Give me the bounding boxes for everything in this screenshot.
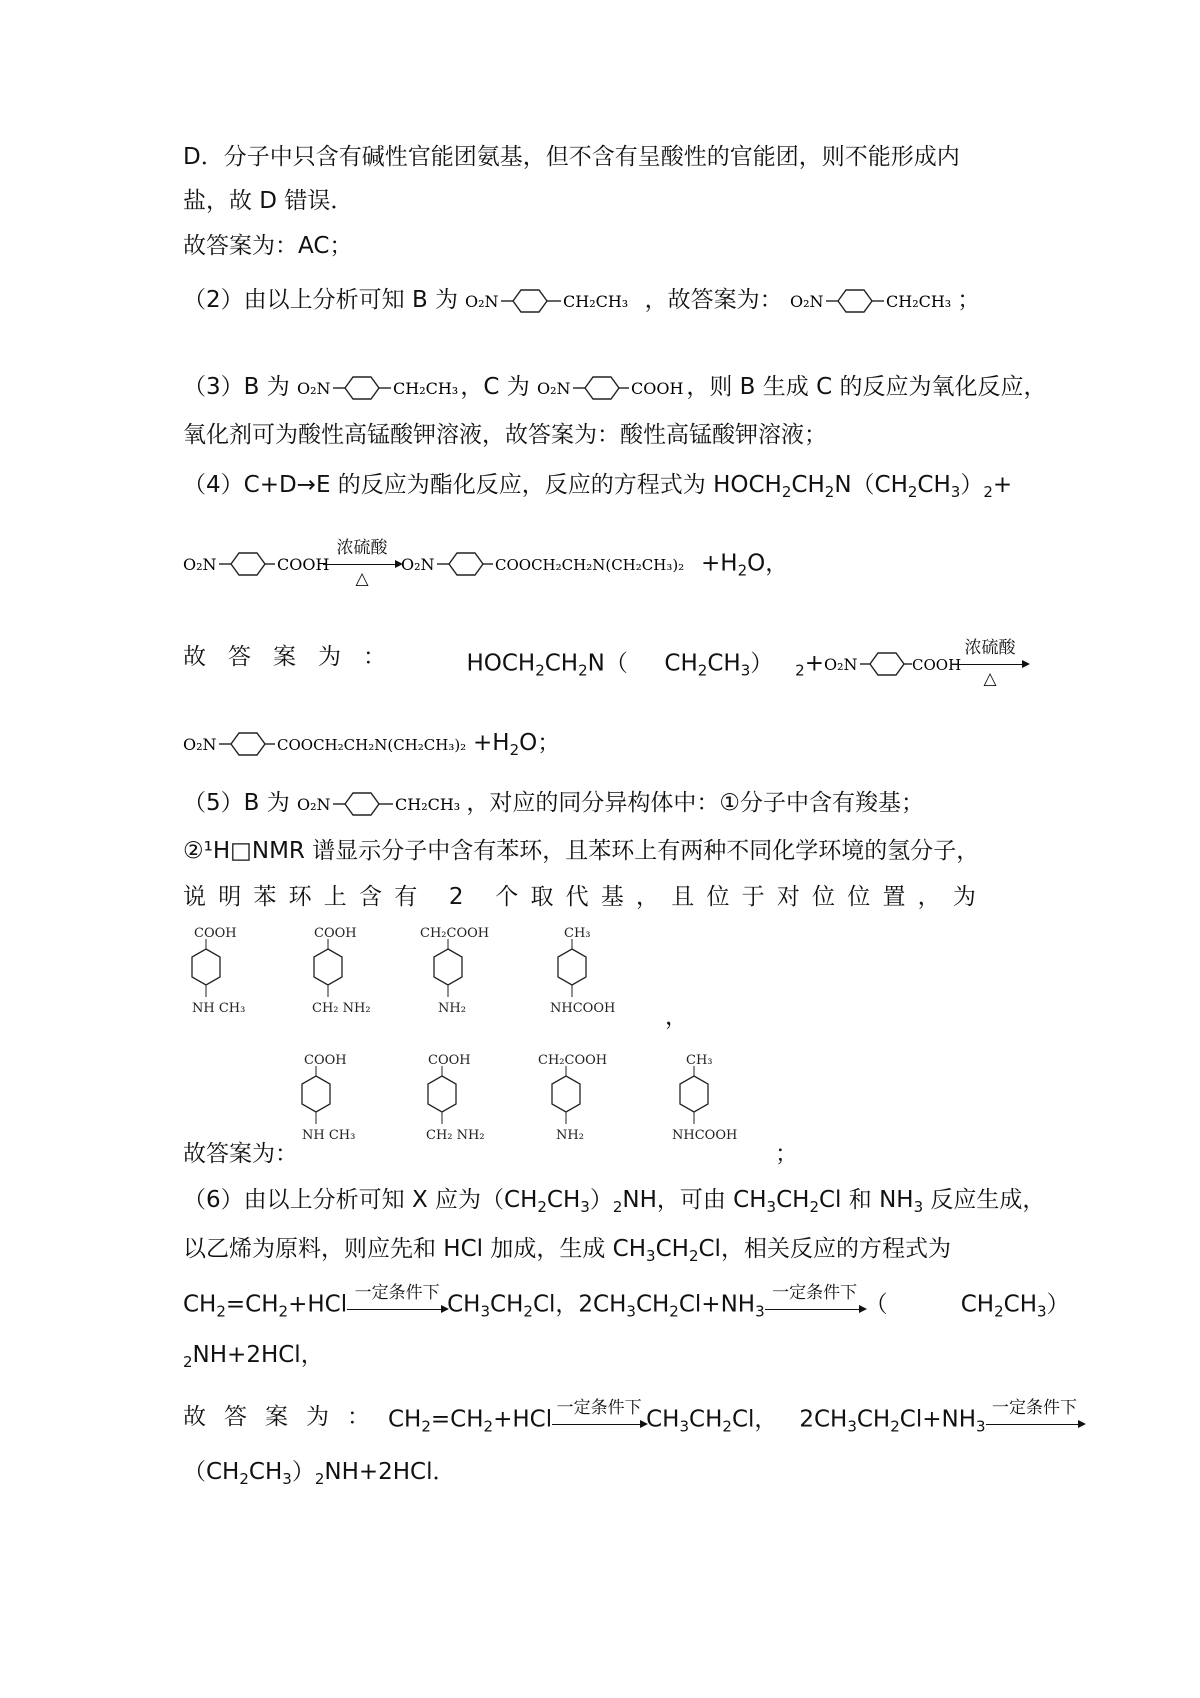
svg-text:COOH: COOH	[314, 926, 357, 941]
svg-text:CH₂COOH: CH₂COOH	[538, 1053, 608, 1068]
part-5-semicolon: ；	[775, 1141, 798, 1167]
svg-text:O₂N: O₂N	[183, 734, 217, 754]
part-2: （2）由以上分析可知 B 为 O₂N CH₂CH₃ ，故答案为： O₂N CH₂CH₃ ；	[183, 283, 980, 317]
svg-text:COOH: COOH	[277, 555, 330, 574]
svg-text:COOH: COOH	[912, 656, 962, 674]
part-4-line1: （4）C+D→E 的反应为酯化反应，反应的方程式为 $HOCH_2CH_2N(CH_2CH_3)_2+$	[183, 472, 1013, 501]
svg-text:COOH: COOH	[428, 1053, 471, 1068]
part-3-line1: （3）B 为 O₂N CH₂CH₃ ，C 为 O₂N COOH ，则 B 生成 C 的反应为氧化反应，	[183, 370, 1046, 404]
molecule-b-3	[297, 372, 459, 404]
part-3-line2: 氧化剂可为酸性高锰酸钾溶液，故答案为：酸性高锰酸钾溶液；	[183, 422, 827, 448]
part-2-mid: ，故答案为：	[644, 287, 783, 313]
part-5-line1: （5）B 为 O₂N CH₂CH₃ ，对应的同分异构体中：①分子中含有羧基；	[183, 790, 924, 816]
part-6-eq-tail: $_2$NH+2HCl，	[183, 1342, 324, 1371]
svg-text:COOH: COOH	[304, 1053, 347, 1068]
molecule-e	[401, 548, 701, 580]
reaction-arrow: 浓硫酸 △	[323, 540, 401, 588]
para-d-line1: D．分子中只含有碱性官能团氨基，但不含有呈酸性的官能团，则不能形成内	[183, 144, 960, 170]
part-6-equations: $CH_2=CH_2+HCl$ 一定条件下 $CH_3CH_2Cl$， $2CH_3CH_2Cl+NH_3$ 一定条件下 （ $CH_2CH_3$）	[183, 1283, 1070, 1321]
svg-text:O₂N: O₂N	[824, 655, 858, 674]
svg-text:CH₂CH₃: CH₂CH₃	[885, 291, 952, 311]
svg-text:O₂N: O₂N	[297, 378, 331, 398]
isomer-ch2nh2	[312, 926, 371, 1016]
svg-text:NH₂: NH₂	[556, 1128, 584, 1143]
isomers-row-1	[180, 925, 640, 1037]
isomers-row-2	[290, 1052, 790, 1164]
part-4-answer: 故答案为： $HOCH_2CH_2N$（ $CH_2CH_3$） $_2$+ O₂N COOH 浓硫酸 △	[183, 640, 1028, 688]
isomer-ch2cooh-nh2	[420, 926, 489, 1016]
svg-text:COOCH₂CH₂N(CH₂CH₃)₂: COOCH₂CH₂N(CH₂CH₃)₂	[277, 735, 467, 754]
part-6-line2: 以乙烯为原料，则应先和 HCl 加成，生成 $CH_3CH_2Cl$，相关反应的方程式为	[183, 1236, 951, 1265]
molecule-c	[537, 372, 684, 404]
answer-ac: 故答案为：AC；	[183, 233, 353, 259]
svg-text:CH₂CH₃: CH₂CH₃	[393, 378, 459, 398]
molecule-c-eq	[183, 548, 330, 580]
para-d-line2: 盐，故 D 错误．	[183, 188, 354, 214]
svg-text:O₂N: O₂N	[183, 555, 217, 574]
svg-text:NH₂: NH₂	[438, 1001, 466, 1016]
molecule-b-answer	[790, 285, 950, 317]
part-2-prefix: （2）由以上分析可知 B 为	[183, 287, 459, 313]
part-6-answer: 故答案为： $CH_2=CH_2+HCl$ 一定条件下 $CH_3CH_2Cl$， $2CH_3CH_2Cl+NH_3$ 一定条件下	[183, 1400, 1028, 1444]
ethyl-label: CH₂CH₃	[563, 291, 629, 311]
svg-text:O₂N: O₂N	[401, 555, 435, 574]
svg-text:O₂N: O₂N	[789, 291, 824, 311]
svg-text:COOH: COOH	[631, 378, 684, 398]
part-5-line2: ②¹H□NMR 谱显示分子中含有苯环，且苯环上有两种不同化学环境的氢分子，	[183, 838, 980, 864]
svg-text:CH₃: CH₃	[686, 1053, 713, 1068]
o2n-label: O₂N	[465, 291, 499, 311]
svg-text:O₂N: O₂N	[537, 378, 571, 398]
svg-text:NH CH₃: NH CH₃	[192, 1001, 246, 1016]
svg-text:NHCOOH: NHCOOH	[550, 1001, 616, 1016]
isomers-comma: ，	[665, 1004, 688, 1030]
svg-text:CH₂COOH: CH₂COOH	[420, 926, 490, 941]
svg-text:CH₂CH₃: CH₂CH₃	[395, 794, 461, 814]
part-6-final: $(CH_2CH_3)_2NH+2HCl$．	[183, 1459, 456, 1488]
part-5-answer: 故答案为：	[183, 1141, 298, 1167]
svg-text:NHCOOH: NHCOOH	[672, 1128, 738, 1143]
svg-text:COOH: COOH	[194, 926, 237, 941]
svg-text:COOCH₂CH₂N(CH₂CH₃)₂: COOCH₂CH₂N(CH₂CH₃)₂	[495, 556, 685, 574]
part-6-line1: （6）由以上分析可知 X 应为$(CH_2CH_3)_2NH$，可由 $CH_3CH_2Cl$ 和 $NH_3$ 反应生成，	[183, 1187, 1046, 1216]
svg-text:O₂N: O₂N	[297, 794, 331, 814]
svg-text:CH₂ NH₂: CH₂ NH₂	[426, 1128, 485, 1143]
svg-text:NH CH₃: NH CH₃	[302, 1128, 356, 1143]
molecule-b	[465, 285, 637, 317]
part-4-answer-product: O₂N COOCH₂CH₂N(CH₂CH₃)₂ $+H_2O$；	[183, 730, 561, 759]
isomer-nhch3	[192, 926, 245, 1016]
svg-text:CH₂ NH₂: CH₂ NH₂	[312, 1001, 371, 1016]
part-4-equation: O₂N COOH 浓硫酸 △ O₂N COOCH₂CH₂N(CH₂CH₃)₂ $+H_2O$，	[183, 538, 789, 589]
part-5-line3: 说明苯环上含有 2 个取代基，且位于对位位置，为	[183, 884, 989, 910]
isomer-ch3-nhcooh	[550, 926, 615, 1016]
svg-text:CH₃: CH₃	[564, 926, 591, 941]
